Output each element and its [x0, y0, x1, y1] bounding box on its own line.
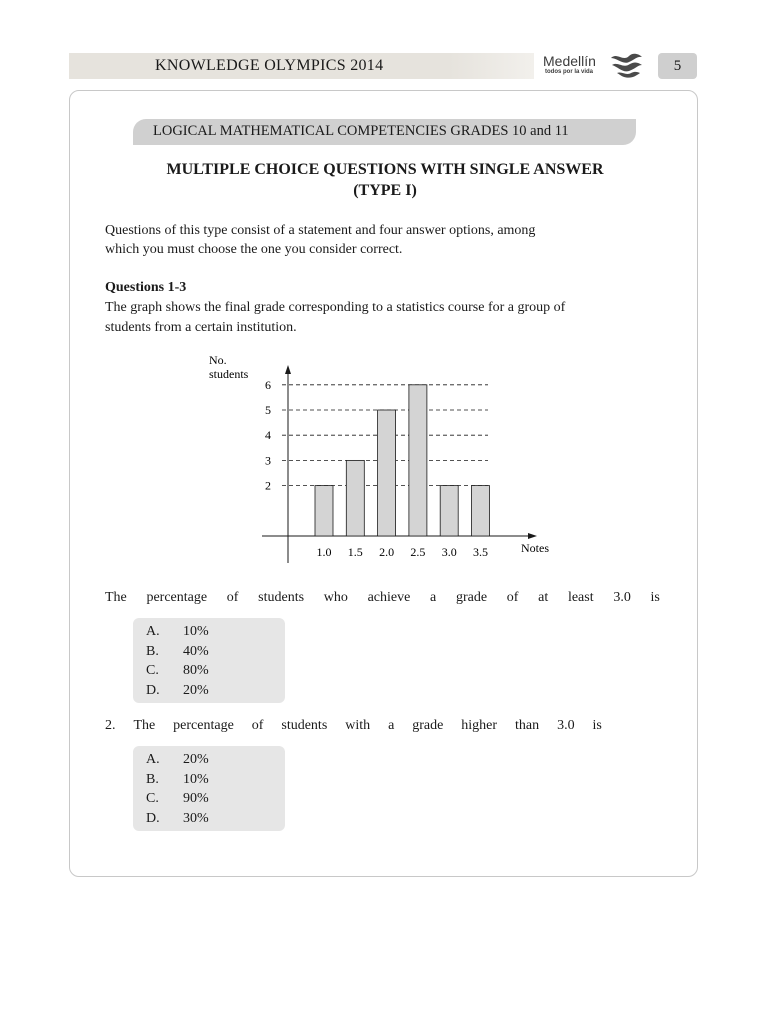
statement-word: least	[567, 590, 594, 605]
statement-word: a	[388, 718, 395, 733]
question-2-option-c[interactable]	[133, 791, 285, 810]
option-letter: D.	[146, 810, 160, 826]
statement-word: of	[226, 590, 239, 605]
y-axis-label-line-2: students	[209, 367, 249, 381]
y-tick-label: 2	[265, 478, 271, 493]
x-tick-label: 1.0	[316, 545, 332, 559]
option-text: 20%	[183, 682, 209, 698]
option-letter: B.	[146, 643, 159, 659]
questions-context-line-1: The graph shows the final grade corresponding to a statistics course for a group of	[105, 300, 566, 315]
option-text: 10%	[183, 771, 209, 787]
question-1-option-b[interactable]	[133, 644, 285, 663]
question-1-statement	[105, 590, 660, 606]
statement-word: 3.0	[613, 590, 631, 605]
option-text: 20%	[183, 752, 209, 767]
statement-word: students	[258, 590, 305, 605]
question-2-statement	[105, 718, 602, 734]
option-text: 40%	[183, 643, 209, 659]
statement-word: than	[515, 718, 540, 733]
section-label: LOGICAL MATHEMATICAL COMPETENCIES GRADES 10 and 11	[153, 123, 569, 139]
statement-word: higher	[461, 718, 498, 733]
questions-heading: Questions 1-3	[105, 280, 187, 295]
option-letter: A.	[146, 624, 160, 639]
x-axis-label: Notes	[521, 541, 549, 555]
statement-word: grade	[412, 718, 444, 733]
question-2-option-a[interactable]	[133, 752, 285, 771]
statement-word: is	[650, 590, 660, 605]
logo-wordmark: Medellín	[543, 53, 596, 69]
statement-word: students	[281, 718, 328, 733]
statement-word: 2.	[105, 718, 116, 733]
x-tick-label: 1.5	[347, 545, 363, 559]
y-tick-label: 3	[265, 453, 271, 468]
statement-word: with	[345, 718, 371, 733]
intro-line-1: Questions of this type consist of a statement and four answer options, among	[105, 223, 536, 238]
wave-logo-icon	[609, 52, 643, 80]
statement-word: achieve	[367, 590, 411, 605]
x-tick-label: 2.0	[379, 545, 395, 559]
statement-word: who	[323, 590, 348, 605]
statement-word: grade	[455, 590, 488, 605]
header-title: KNOWLEDGE OLYMPICS 2014	[155, 57, 384, 74]
statement-word: of	[251, 718, 264, 733]
statement-word: percentage	[146, 590, 208, 605]
statement-word: a	[430, 590, 437, 605]
question-1-option-d[interactable]	[133, 683, 285, 702]
statement-word: 3.0	[557, 718, 575, 733]
intro-line-2: which you must choose the one you consider correct.	[105, 242, 403, 257]
question-1-option-c[interactable]	[133, 663, 285, 682]
question-2-option-d[interactable]	[133, 811, 285, 830]
option-text: 90%	[183, 791, 209, 806]
questions-context-line-2: students from a certain institution.	[105, 320, 297, 335]
option-letter: C.	[146, 791, 159, 806]
x-tick-label: 3.5	[473, 545, 488, 559]
section-heading-type: (TYPE I)	[353, 182, 417, 199]
medellin-logo	[543, 52, 643, 82]
question-2-option-b[interactable]	[133, 772, 285, 791]
statement-word: is	[592, 718, 602, 733]
statement-word: percentage	[173, 718, 234, 733]
statement-word: The	[133, 718, 156, 733]
statement-word: of	[506, 590, 519, 605]
option-letter: D.	[146, 682, 160, 698]
question-2-options	[133, 746, 285, 831]
option-text: 30%	[183, 810, 209, 826]
x-tick-label: 2.5	[410, 545, 426, 559]
y-tick-label: 5	[265, 403, 271, 417]
y-tick-label: 4	[265, 428, 271, 443]
option-letter: A.	[146, 752, 160, 767]
question-1-options	[133, 618, 285, 703]
page-number: 5	[658, 53, 697, 79]
logo-tagline: todos por la vida	[545, 69, 594, 75]
option-text: 80%	[183, 663, 209, 678]
option-letter: B.	[146, 771, 159, 787]
x-tick-label: 3.0	[441, 545, 457, 559]
statement-word: at	[538, 590, 549, 605]
question-1-option-a[interactable]	[133, 624, 285, 643]
option-letter: C.	[146, 663, 159, 678]
option-text: 10%	[183, 624, 209, 639]
y-tick-label: 6	[265, 377, 271, 392]
section-heading: MULTIPLE CHOICE QUESTIONS WITH SINGLE ANSWER	[166, 161, 604, 178]
y-axis-label-line-1: No.	[209, 353, 227, 367]
statement-word: The	[105, 590, 127, 605]
